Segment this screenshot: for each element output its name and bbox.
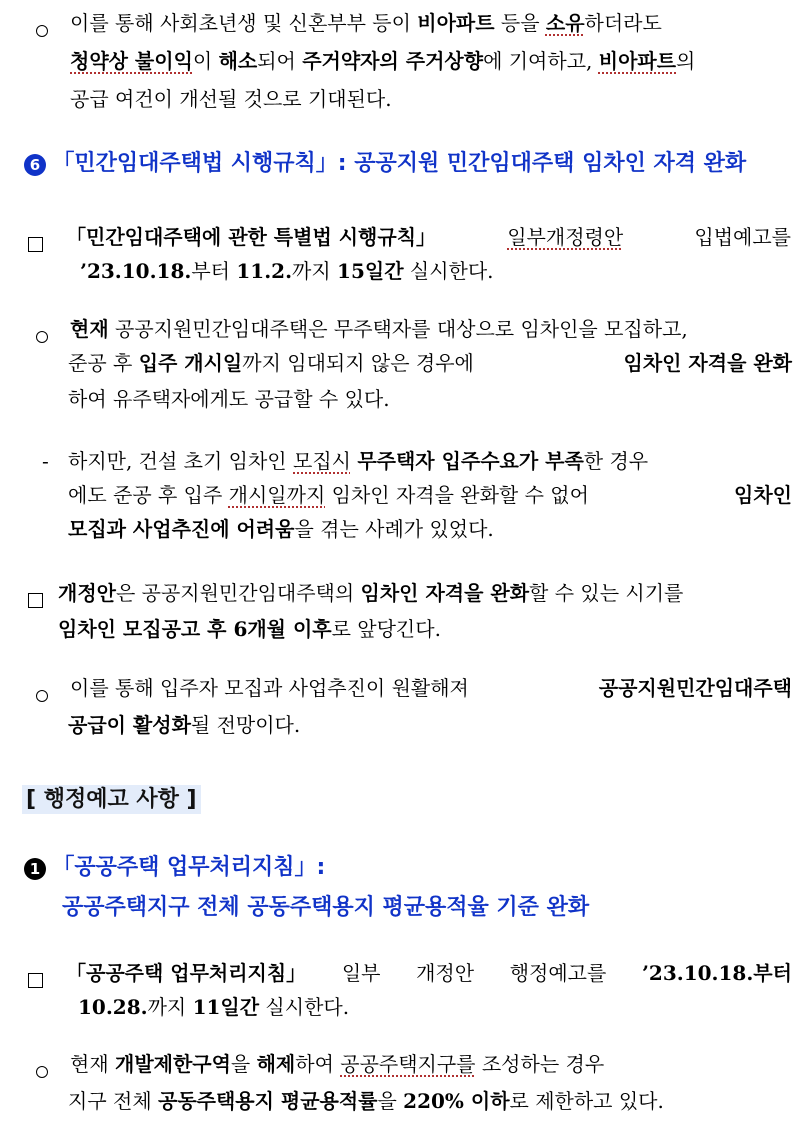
text-line: ’23.10.18.부터 11.2.까지 15일간 실시한다.: [80, 259, 494, 283]
number-1-icon: 1: [24, 858, 46, 880]
circle-bullet-icon: [36, 15, 48, 45]
circle-bullet-icon: [36, 321, 48, 351]
text-line: 공급 여건이 개선될 것으로 기대된다.: [70, 87, 392, 111]
square-bullet-icon: [28, 586, 43, 616]
heading-title-line1: 「공공주택 업무처리지침」:: [52, 855, 326, 880]
text-line: 「공공주택 업무처리지침」 일부 개정안 행정예고를 ’23.10.18.부터: [66, 961, 792, 985]
circle-bullet-icon: [36, 1056, 48, 1086]
text-line: 10.28.까지 11일간 실시한다.: [78, 995, 350, 1019]
section-title: [ 행정예고 사항 ]: [22, 785, 201, 814]
text-line: 현재 공공지원민간임대주택은 무주택자를 대상으로 임차인을 모집하고,: [70, 317, 688, 341]
text-line: 청약상 불이익이 해소되어 주거약자의 주거상향에 기여하고, 비아파트의: [70, 49, 696, 73]
text-line: 모집과 사업추진에 어려움을 겪는 사례가 있었다.: [68, 517, 494, 541]
text-line: 현재 개발제한구역을 해제하여 공공주택지구를 조성하는 경우: [70, 1052, 605, 1076]
circle-bullet-icon: [36, 680, 48, 710]
text-line: 「민간임대주택에 관한 특별법 시행규칙」 일부개정령안 입법예고를: [66, 225, 791, 249]
text-line: 개정안은 공공지원민간임대주택의 임차인 자격을 완화할 수 있는 시기를: [58, 581, 684, 605]
square-bullet-icon: [28, 966, 43, 996]
text-line: 이를 통해 사회초년생 및 신혼부부 등이 비아파트 등을 소유하더라도: [70, 11, 662, 35]
heading-title: 「민간임대주택법 시행규칙」: 공공지원 민간임대주택 임차인 자격 완화: [52, 151, 747, 176]
text-line: 공급이 활성화될 전망이다.: [68, 713, 301, 737]
heading-title-line2: 공공주택지구 전체 공동주택용지 평균용적율 기준 완화: [62, 895, 590, 920]
text-line: 에도 준공 후 입주 개시일까지 임차인 자격을 완화할 수 없어 임차인: [68, 483, 792, 507]
text-line: 임차인 모집공고 후 6개월 이후로 앞당긴다.: [58, 617, 441, 641]
text-line: 하지만, 건설 초기 임차인 모집시 무주택자 입주수요가 부족한 경우: [68, 449, 649, 473]
square-bullet-icon: [28, 230, 43, 260]
dash-bullet: -: [42, 449, 49, 473]
text-line: 지구 전체 공동주택용지 평균용적률을 220% 이하로 제한하고 있다.: [68, 1089, 664, 1113]
text-line: 이를 통해 입주자 모집과 사업추진이 원활해져 공공지원민간임대주택: [70, 676, 792, 700]
number-6-icon: 6: [24, 154, 46, 176]
text-line: 준공 후 입주 개시일까지 임대되지 않은 경우에 임차인 자격을 완화: [68, 351, 792, 375]
text-line: 하여 유주택자에게도 공급할 수 있다.: [68, 387, 390, 411]
